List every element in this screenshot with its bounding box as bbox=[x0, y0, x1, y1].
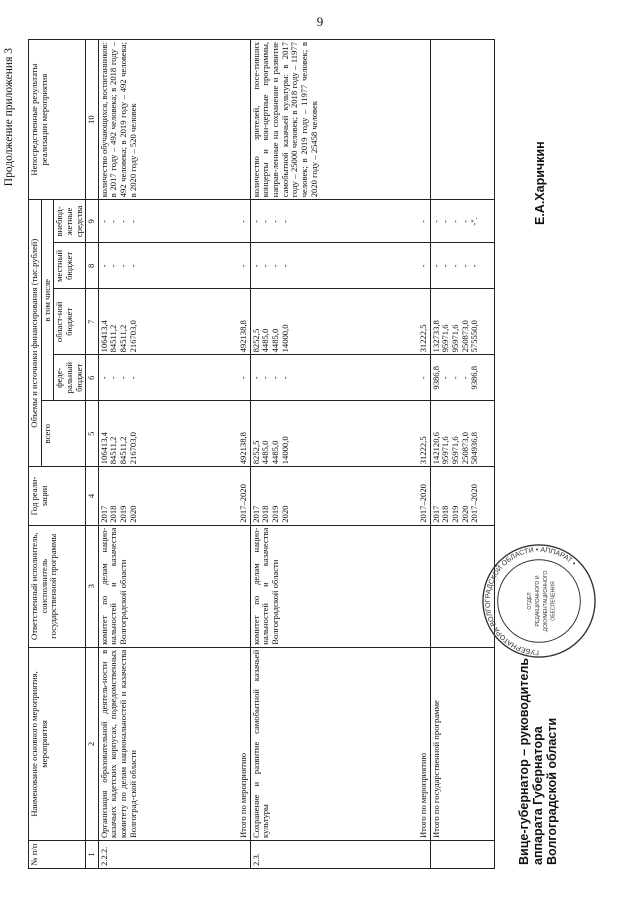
local-value: - bbox=[469, 264, 480, 268]
col-number: 5 bbox=[86, 401, 99, 467]
header-executor: Ответственный исполнитель, соисполнитель государственной программы bbox=[29, 525, 86, 647]
total-sum: 492138,8 bbox=[210, 401, 250, 467]
year-value: 2017 bbox=[98, 505, 109, 523]
total-offbudget: - bbox=[210, 200, 250, 243]
header-local: местный бюджет bbox=[54, 243, 86, 289]
offbudget-value: - bbox=[440, 219, 451, 223]
total-values bbox=[98, 401, 210, 467]
column-numbers-row bbox=[86, 40, 99, 869]
federal-values bbox=[430, 355, 494, 401]
table-row bbox=[98, 40, 210, 869]
official-stamp bbox=[480, 542, 598, 660]
col-number: 6 bbox=[86, 355, 99, 401]
signer-name: Е.А.Харичкин bbox=[533, 141, 547, 225]
regional-value: 95971,6 bbox=[440, 324, 451, 353]
header-offbudget: внебюд-жетные средства bbox=[54, 200, 86, 243]
local-value: - bbox=[260, 264, 271, 268]
col-number: 7 bbox=[86, 289, 99, 355]
offbudget-values bbox=[430, 200, 494, 243]
offbudget-value: - bbox=[450, 219, 460, 223]
total-value: 4485,0 bbox=[260, 440, 271, 465]
federal-value: 9386,8 bbox=[430, 365, 441, 390]
total-federal: - bbox=[210, 355, 250, 401]
years bbox=[250, 467, 390, 525]
offbudget-value: - bbox=[279, 219, 290, 223]
table-row bbox=[250, 40, 390, 869]
total-value: 95971,6 bbox=[450, 436, 460, 465]
total-row bbox=[390, 40, 430, 869]
local-value: - bbox=[118, 264, 128, 268]
offbudget-value: - bbox=[98, 219, 109, 223]
federal-value: - bbox=[108, 376, 119, 380]
header-num: № п/п bbox=[29, 841, 86, 869]
header-results: Непосредственные результаты реализации мероприятия bbox=[29, 40, 86, 200]
local-value: - bbox=[250, 264, 261, 268]
row-number: 2.2.2. bbox=[98, 841, 210, 869]
local-value: - bbox=[108, 264, 119, 268]
federal-value: - bbox=[250, 376, 261, 380]
regional-value: 250873,0 bbox=[459, 320, 470, 353]
signature-title-line: Волгоградской области bbox=[544, 717, 559, 865]
local-value: - bbox=[270, 264, 280, 268]
federal-value: - bbox=[98, 376, 109, 380]
appendix-caption: Продолжение приложения 3 bbox=[3, 48, 15, 187]
col-number: 2 bbox=[86, 647, 99, 840]
year-value: 2017 bbox=[250, 505, 261, 523]
offbudget-value: - bbox=[108, 219, 119, 223]
svg-text:ГУБЕРНАТОРА ВОЛГОГРАДСКОЙ ОБЛА: ГУБЕРНАТОРА ВОЛГОГРАДСКОЙ ОБЛАСТИ • АППАРАТ • bbox=[483, 545, 578, 657]
offbudget-values bbox=[98, 200, 210, 243]
total-local: - bbox=[210, 243, 250, 289]
federal-value: - bbox=[450, 376, 460, 380]
local-values bbox=[430, 243, 494, 289]
regional-values bbox=[430, 289, 494, 355]
col-number: 1 bbox=[86, 841, 99, 869]
results: количество зрителей, посе-тивших концерты и кон-цертные программы, направ-ленные на сохранение и развитие самобытной казачьей культуры: в 2017 году – 25000 человек; в 2018 году – 11977 человек; в 2019 году – 11977 человек; в 2020 году – 25458 человек bbox=[250, 40, 390, 200]
regional-value: 216703,0 bbox=[127, 320, 138, 353]
header-volumes: Объемы и источники финансирования (тыс.рублей) bbox=[29, 200, 42, 467]
svg-text:ОБЕСПЕЧЕНИЯ: ОБЕСПЕЧЕНИЯ bbox=[550, 581, 557, 621]
year-value: 2019 bbox=[450, 505, 460, 523]
total-local: - bbox=[390, 243, 430, 289]
col-number: 10 bbox=[86, 40, 99, 200]
local-value: - bbox=[430, 264, 441, 268]
svg-text:РЕДАКЦИОННОГО И: РЕДАКЦИОННОГО И bbox=[535, 575, 541, 627]
total-sum: 31222,5 bbox=[390, 401, 430, 467]
signature-block bbox=[518, 658, 559, 865]
local-value: - bbox=[279, 264, 290, 268]
financing-table bbox=[28, 39, 495, 869]
year-value: 2020 bbox=[279, 505, 290, 523]
row-number: 2.3. bbox=[250, 841, 390, 869]
offbudget-value: - bbox=[260, 219, 271, 223]
total-offbudget: - bbox=[390, 200, 430, 243]
total-value: 216703,0 bbox=[127, 432, 138, 465]
total-values bbox=[250, 401, 390, 467]
federal-value: - bbox=[459, 376, 470, 380]
header-incl: в том числе bbox=[41, 200, 54, 401]
federal-value: - bbox=[270, 376, 280, 380]
header-total: всего bbox=[41, 401, 86, 467]
local-value: - bbox=[459, 264, 470, 268]
years bbox=[98, 467, 210, 525]
regional-value: 84511,2 bbox=[118, 324, 128, 353]
regional-value: 95971,6 bbox=[450, 324, 460, 353]
total-label: Итого по мероприятию bbox=[210, 647, 250, 840]
year-value: 2020 bbox=[459, 505, 470, 523]
year-value: 2018 bbox=[108, 505, 119, 523]
total-value: 14000,0 bbox=[279, 436, 290, 465]
col-number: 8 bbox=[86, 243, 99, 289]
svg-text:ДОКУМЕНТАЦИОННОГО: ДОКУМЕНТАЦИОННОГО bbox=[542, 570, 549, 632]
program-total-label: Итого по государственной программе bbox=[430, 647, 494, 840]
offbudget-value: - bbox=[118, 219, 128, 223]
signature-title-line: аппарата Губернатора bbox=[530, 726, 545, 865]
col-number: 4 bbox=[86, 467, 99, 525]
local-values bbox=[98, 243, 210, 289]
total-value: 142120,6 bbox=[430, 432, 441, 465]
total-label: Итого по мероприятию bbox=[390, 647, 430, 840]
activity-name: Организация образовательной деятель-ности в казачьих кадетских корпусах, подведомственных комитету по делам национальностей и казачества Волгоград-ской области bbox=[98, 647, 210, 840]
local-value: - bbox=[98, 264, 109, 268]
year-value: 2018 bbox=[440, 505, 451, 523]
regional-value: 14000,0 bbox=[279, 324, 290, 353]
regional-value: 4485,0 bbox=[260, 328, 271, 353]
program-total-row bbox=[430, 40, 494, 869]
total-values bbox=[430, 401, 494, 467]
total-row bbox=[210, 40, 250, 869]
regional-value: 106413,4 bbox=[98, 320, 109, 353]
total-value: 84511,2 bbox=[118, 436, 128, 465]
federal-value: - bbox=[127, 376, 138, 380]
header-federal: феде-ральный бюджет bbox=[54, 355, 86, 401]
offbudget-value: - bbox=[430, 219, 441, 223]
regional-value: 4485,0 bbox=[270, 328, 280, 353]
regional-value: 575550,0 bbox=[469, 320, 480, 353]
federal-value: - bbox=[260, 376, 271, 380]
offbudget-value: -". bbox=[469, 217, 480, 226]
activity-name: Сохранение и развитие самобытной казачьей культуры bbox=[250, 647, 390, 840]
year-value: 2020 bbox=[127, 505, 138, 523]
offbudget-value: - bbox=[127, 219, 138, 223]
year-value: 2017 bbox=[430, 505, 441, 523]
total-year: 2017–2020 bbox=[210, 467, 250, 525]
years bbox=[430, 467, 494, 525]
federal-value: - bbox=[118, 376, 128, 380]
year-value: 2018 bbox=[260, 505, 271, 523]
year-value: 2019 bbox=[118, 505, 128, 523]
page-number: 9 bbox=[316, 14, 324, 29]
federal-values bbox=[250, 355, 390, 401]
regional-value: 132733,8 bbox=[430, 320, 441, 353]
local-value: - bbox=[450, 264, 460, 268]
header-year: Год реали-зации bbox=[29, 467, 86, 525]
regional-values bbox=[98, 289, 210, 355]
offbudget-value: - bbox=[250, 219, 261, 223]
executor: комитет по делам нацио-нальностей и казачества Волгоградской области bbox=[250, 525, 390, 647]
header-regional: област-ной бюджет bbox=[54, 289, 86, 355]
regional-value: 84511,2 bbox=[108, 324, 119, 353]
federal-value: 9386,8 bbox=[469, 365, 480, 390]
local-values bbox=[250, 243, 390, 289]
results: количество обучающихся, воспитанников: в 2017 году – 492 человека; в 2018 году – 492 человека; в 2019 году – 492 человека; в 2020 году – 520 человек bbox=[98, 40, 210, 200]
federal-value: - bbox=[440, 376, 451, 380]
total-value: 4485,0 bbox=[270, 440, 280, 465]
total-regional: 31222,5 bbox=[390, 289, 430, 355]
total-value: 106413,4 bbox=[98, 432, 109, 465]
total-year: 2017–2020 bbox=[390, 467, 430, 525]
header-name: Наименование основного мероприятия, мероприятия bbox=[29, 647, 86, 840]
offbudget-value: - bbox=[459, 219, 470, 223]
col-number: 9 bbox=[86, 200, 99, 243]
signature-title-line: Вице-губернатор – руководитель bbox=[517, 657, 531, 865]
svg-text:ОТДЕЛ: ОТДЕЛ bbox=[527, 592, 534, 610]
year-value: 2017–2020 bbox=[469, 484, 480, 523]
total-value: 8252,5 bbox=[250, 440, 261, 465]
local-value: - bbox=[127, 264, 138, 268]
total-value: 250873,0 bbox=[459, 432, 470, 465]
regional-value: 8252,5 bbox=[250, 328, 261, 353]
federal-value: - bbox=[279, 376, 290, 380]
total-federal: - bbox=[390, 355, 430, 401]
total-value: 584936,8 bbox=[469, 432, 480, 465]
regional-values bbox=[250, 289, 390, 355]
col-number: 3 bbox=[86, 525, 99, 647]
year-value: 2019 bbox=[270, 505, 280, 523]
total-regional: 492138,8 bbox=[210, 289, 250, 355]
federal-values bbox=[98, 355, 210, 401]
offbudget-values bbox=[250, 200, 390, 243]
offbudget-value: - bbox=[270, 219, 280, 223]
total-value: 84511,2 bbox=[108, 436, 119, 465]
total-value: 95971,6 bbox=[440, 436, 451, 465]
local-value: - bbox=[440, 264, 451, 268]
executor: комитет по делам нацио-нальностей и казачества Волгоградской области bbox=[98, 525, 210, 647]
